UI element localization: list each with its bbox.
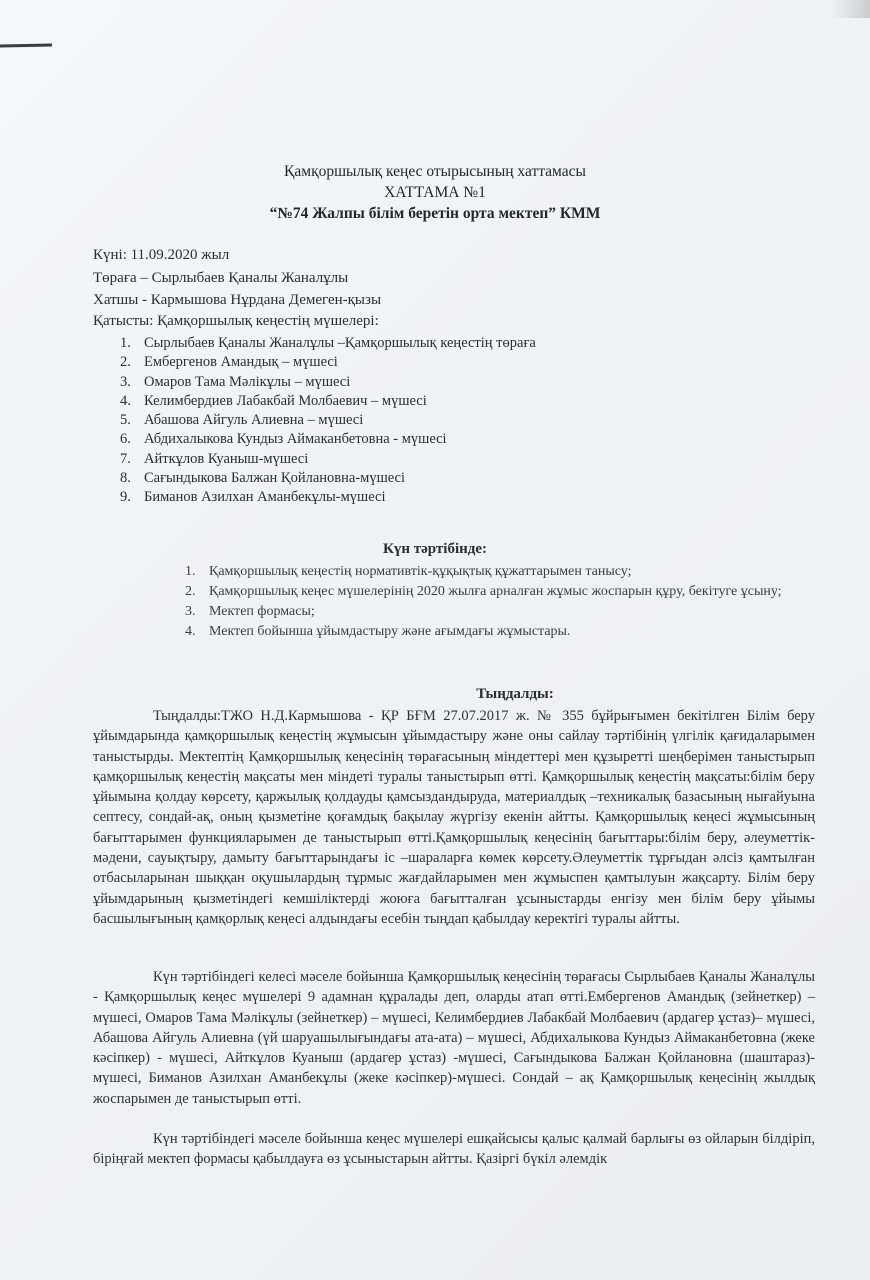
agenda-item: Қамқоршылық кеңес мүшелерінің 2020 жылға арналған жұмыс жоспарын құру, бекітуге ұсыну; — [209, 584, 782, 599]
list-item — [120, 450, 536, 469]
list-number: 9. — [120, 489, 131, 506]
member-name: Айткұлов Куаныш-мүшесі — [144, 450, 309, 467]
agenda-item: Мектеп бойынша ұйымдастыру және ағымдағы жұмыстары. — [209, 624, 571, 639]
paragraph-members: Күн тәртібіндегі келесі мәселе бойынша Қамқоршылық кеңесінің төрағасы Сырлыбаев Қаналы Жаналұлы - Қамқоршылық кеңес мүшелері 9 адамнан құралады деп, оларды атап өтті.Ембергенов Амандық (зейнеткер) – мүшесі, Омаров Тама Мәлікұлы (зейнеткер) – мүшесі, Келимбердиев Лабакбай Молбаевич (ардагер ұстаз)– мүшесі, Абашова Айгуль Алиевна (үй шаруашылығындағы ата-ата) – мүшесі, Абдихалыкова Кундыз Аймаканбетовна (жеке кәсіпкер) - мүшесі, Айткұлов Куаныш (ардагер ұстаз) -мүшесі, Сағындыкова Балжан Қойлановна (шаштараз)- мүшесі, Биманов Азилхан Аманбекұлы (жеке кәсіпкер)-мүшесі. Сондай – ақ Қамқоршылық кеңесінің жылдық жоспарымен де таныстырып өтті. — [93, 969, 815, 1107]
agenda-item: Мектеп формасы; — [209, 604, 315, 619]
corner-shadow — [830, 0, 870, 18]
list-number: 7. — [120, 450, 131, 467]
member-name: Абашова Айгуль Алиевна – мүшесі — [144, 412, 364, 429]
list-number: 2. — [120, 354, 131, 371]
list-number: 3. — [185, 604, 196, 619]
member-name: Сырлыбаев Қаналы Жаналұлы –Қамқоршылық кеңестің төраға — [144, 335, 536, 351]
heard-heading: Тыңдалды: — [476, 686, 554, 702]
chair-line: Төраға – Сырлыбаев Қаналы Жаналұлы — [93, 270, 349, 286]
list-item — [185, 623, 795, 641]
list-number: 3. — [120, 373, 131, 390]
list-item — [185, 563, 795, 581]
list-item — [120, 430, 536, 449]
school-name: “№74 Жалпы білім беретін орта мектеп” КММ — [269, 205, 601, 222]
member-name: Абдихалыкова Кундыз Аймаканбетовна - мүшесі — [144, 431, 447, 448]
member-name: Омаров Тама Мәлікұлы – мүшесі — [144, 373, 351, 390]
member-name: Биманов Азилхан Аманбекұлы-мүшесі — [144, 489, 386, 506]
member-name: Сағындыкова Балжан Қойлановна-мүшесі — [144, 470, 405, 487]
paragraph-heard: Тыңдалды:ТЖО Н.Д.Кармышова - ҚР БҒМ 27.07.2017 ж. № 355 бұйрығымен бекітілген Білім беру ұйымдарында қамқоршылық кеңестің жұмысын ұйымдастыру және оны сайлау тәртібінің үлгілік қағидаларымен таныстырды. Мектептің Қамқоршылық кеңесінің төрағасының міндеттері мен құзыретті шеңберімен таныстырып қамқоршылық кеңестің мақсаты мен міндеті туралы таныстырып өтті. Қамқоршылық кеңестің мақсаты:білім беру ұйымына қолдау көрсету, қаржылық қолдауды қамсыздандыруда, материалдық –техникалық базасының нығайуына септесу, сондай-ақ, оның қызметіне қоғамдық бақылау жүргізу екенін айтты. Қамқоршылық кеңесі жұмысының бағыттарымен функцияларымен де таныстырып өтті.Қамқоршылық кеңесінің бағыттары:білім беру, әлеуметтік-мәдени, сауықтыру, дамыту бағыттарындағы іс –шараларға көмек көрсету.Әлеуметтік тұрғыдан әлсіз қамтылған отбасыларынан шыққан оқушылардың тұрмыс жағдайларымен мен жұмыспен қамтылуын жақсарту. Білім беру ұйымдарының қызметіндегі кемшіліктерді жоюға бағытталған ұсыныстарды енгізу мен білім беру ұйымы басшылығының қамқорлық кеңесі алдындағы есебін тыңдап қабылдау керектігі туралы айтты. — [93, 708, 815, 927]
member-name: Ембергенов Амандық – мүшесі — [144, 354, 338, 371]
list-item — [120, 469, 536, 488]
agenda-list — [185, 563, 795, 643]
list-number: 1. — [120, 335, 131, 351]
list-item — [120, 411, 536, 430]
list-number: 6. — [120, 431, 131, 448]
fold-mark — [0, 44, 52, 48]
list-item — [120, 392, 536, 411]
list-number: 2. — [185, 584, 196, 599]
agenda-heading: Күн тәртібінде: — [382, 541, 488, 557]
document-title: Қамқоршылық кеңес отырысының хаттамасы — [284, 163, 586, 180]
list-number: 4. — [185, 624, 196, 639]
member-name: Келимбердиев Лабакбай Молбаевич – мүшесі — [144, 392, 427, 409]
list-item — [120, 353, 536, 372]
list-item — [120, 373, 536, 392]
list-number: 1. — [185, 564, 196, 579]
paragraph-uniform: Күн тәртібіндегі мәселе бойынша кеңес мүшелері ешқайсысы қалыс қалмай барлығы өз ойларын білдіріп, біріңғай мектеп формасы қабылдауға өз ұсыныстарын айтты. Қазіргі бүкіл әлемдік — [93, 1131, 815, 1168]
list-number: 5. — [120, 412, 131, 429]
date-line: Күні: 11.09.2020 жыл — [93, 247, 230, 263]
list-number: 8. — [120, 470, 131, 487]
attendees-line: Қатысты: Қамқоршылық кеңестің мүшелері: — [93, 313, 379, 329]
list-item — [120, 488, 536, 507]
agenda-item: Қамқоршылық кеңестің нормативтік-құқықтық құжаттарымен танысу; — [209, 564, 632, 579]
list-item — [185, 603, 795, 621]
list-number: 4. — [120, 392, 131, 409]
list-item — [120, 334, 536, 353]
protocol-number: ХАТТАМА №1 — [384, 184, 486, 201]
list-item — [185, 583, 795, 601]
secretary-line: Хатшы - Кармышова Нұрдана Демеген-қызы — [93, 292, 382, 308]
member-list — [120, 334, 536, 508]
